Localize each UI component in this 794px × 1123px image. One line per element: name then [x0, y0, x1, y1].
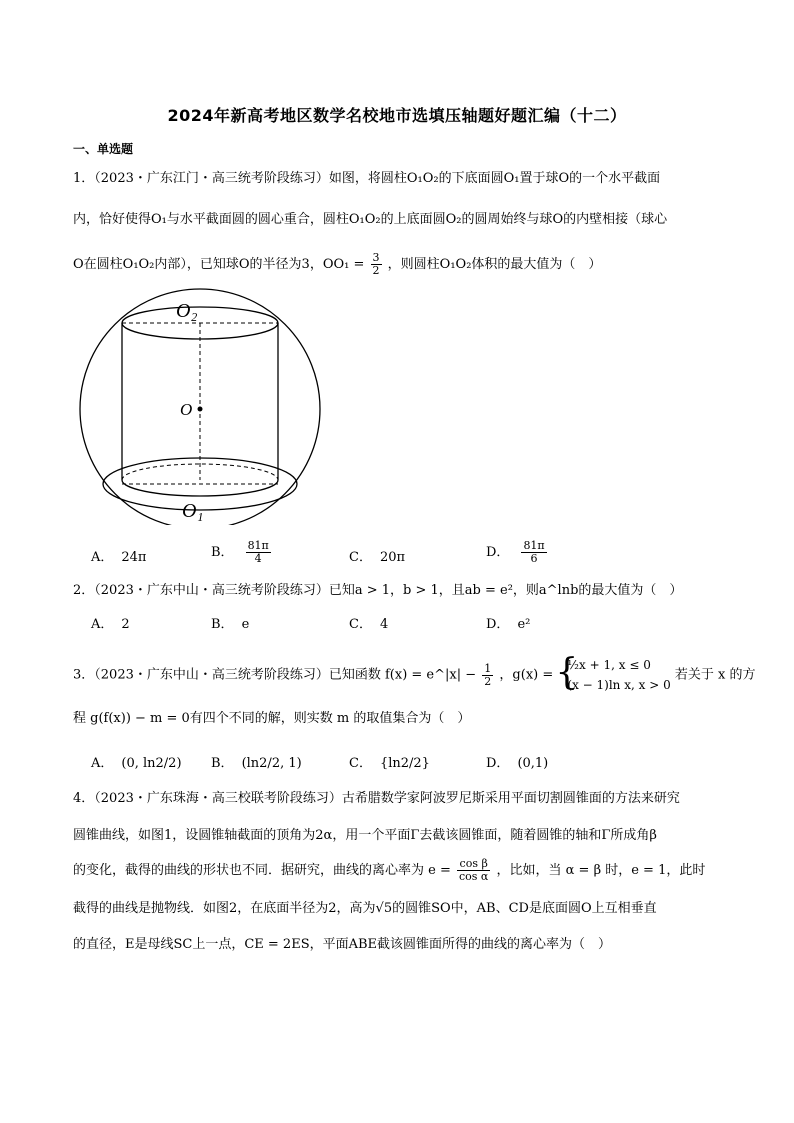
- q1-line-2: 内，恰好使得O₁与水平截面圆的圆心重合，圆柱O₁O₂的上底面圆O₂的圆周始终与球O的内壁相接（球心: [73, 212, 668, 227]
- q1-option-a[interactable]: A． 24π: [91, 550, 147, 565]
- q1-option-b[interactable]: B． $\frac{81\pi}{4}$: [211, 539, 269, 565]
- label-O1: O₁: [182, 500, 204, 522]
- q1-option-c[interactable]: C． 20π: [349, 550, 406, 565]
- q3-line-1: 3．（2023・广东中山・高三统考阶段练习）已知函数 f(x) = e^|x| − $\frac{1}{2}$ ，g(x) = { ½x + 1, x ≤ 0 (x − 1)ln x, x > 0 若关于 x 的方: [73, 655, 755, 695]
- q4-line-2: 圆锥曲线，如图1，设圆锥轴截面的顶角为2α，用一个平面Γ去截该圆锥面，随着圆锥的轴和Γ所成角β: [73, 828, 657, 843]
- q2-option-c[interactable]: C． 4: [349, 617, 389, 632]
- q1-line-1: 1．（2023・广东江门・高三统考阶段练习）如图，将圆柱O₁O₂的下底面圆O₁置于球O的一个水平截面: [73, 171, 661, 186]
- q3-option-b[interactable]: B． (ln2/2, 1): [211, 756, 302, 771]
- q2-option-a[interactable]: A． 2: [91, 617, 130, 632]
- q4-fraction: $\frac{\text{cos β}}{\text{cos α}}$: [459, 857, 489, 883]
- q3-option-d[interactable]: D． (0,1): [486, 756, 549, 771]
- q4-line-1: 4．（2023・广东珠海・高三校联考阶段练习）古希腊数学家阿波罗尼斯采用平面切割圆锥面的方法来研究: [73, 791, 680, 806]
- q2-option-b[interactable]: B． e: [211, 617, 250, 632]
- q3-line-2: 程 g(f(x)) − m = 0有四个不同的解，则实数 m 的取值集合为（ ）: [73, 711, 471, 726]
- q2-line: 2．（2023・广东中山・高三统考阶段练习）已知a > 1，b > 1，且ab = e²，则a^lnb的最大值为（ ）: [73, 583, 683, 598]
- section-heading: 一、单选题: [73, 142, 134, 156]
- q1-fraction: $\frac{3}{2}$: [372, 251, 380, 277]
- q4-line-3: 的变化，截得的曲线的形状也不同．据研究，曲线的离心率为 e = $\frac{\text{cos β}}{\text{cos α}}$ ，比如，当 α = β 时，e = 1，此时: [73, 857, 706, 883]
- q3-option-a[interactable]: A． (0, ln2/2): [91, 756, 182, 771]
- label-O2: O₂: [176, 300, 198, 322]
- q3-option-c[interactable]: C． {ln2/2}: [349, 756, 430, 771]
- q1-option-d[interactable]: D． $\frac{81\pi}{6}$: [486, 539, 545, 565]
- q1-line-3a: O在圆柱O₁O₂内部），已知球O的半径为3，OO₁ =: [73, 257, 365, 272]
- bottom-disk-front: [122, 480, 278, 496]
- q1-line-3b: ，则圆柱O₁O₂体积的最大值为（ ）: [387, 257, 602, 272]
- q3-fraction: $\frac{1}{2}$: [484, 661, 492, 688]
- label-O: O: [180, 400, 193, 419]
- q1-figure-sphere-cylinder: [70, 285, 330, 525]
- q3-piecewise: { ½x + 1, x ≤ 0 (x − 1)ln x, x > 0: [557, 655, 670, 695]
- page-title: 2024年新高考地区数学名校地市选填压轴题好题汇编（十二）: [167, 106, 627, 125]
- q1-line-3: [73, 252, 601, 277]
- center-point: [198, 407, 203, 412]
- q2-option-d[interactable]: D． e²: [486, 617, 531, 632]
- q4-line-4: 截得的曲线是抛物线．如图2，在底面半径为2，高为√5的圆锥SO中，AB、CD是底面圆O上互相垂直: [73, 901, 657, 916]
- q4-line-5: 的直径，E是母线SC上一点，CE = 2ES，平面ABE截该圆锥面所得的曲线的离心率为（ ）: [73, 937, 612, 952]
